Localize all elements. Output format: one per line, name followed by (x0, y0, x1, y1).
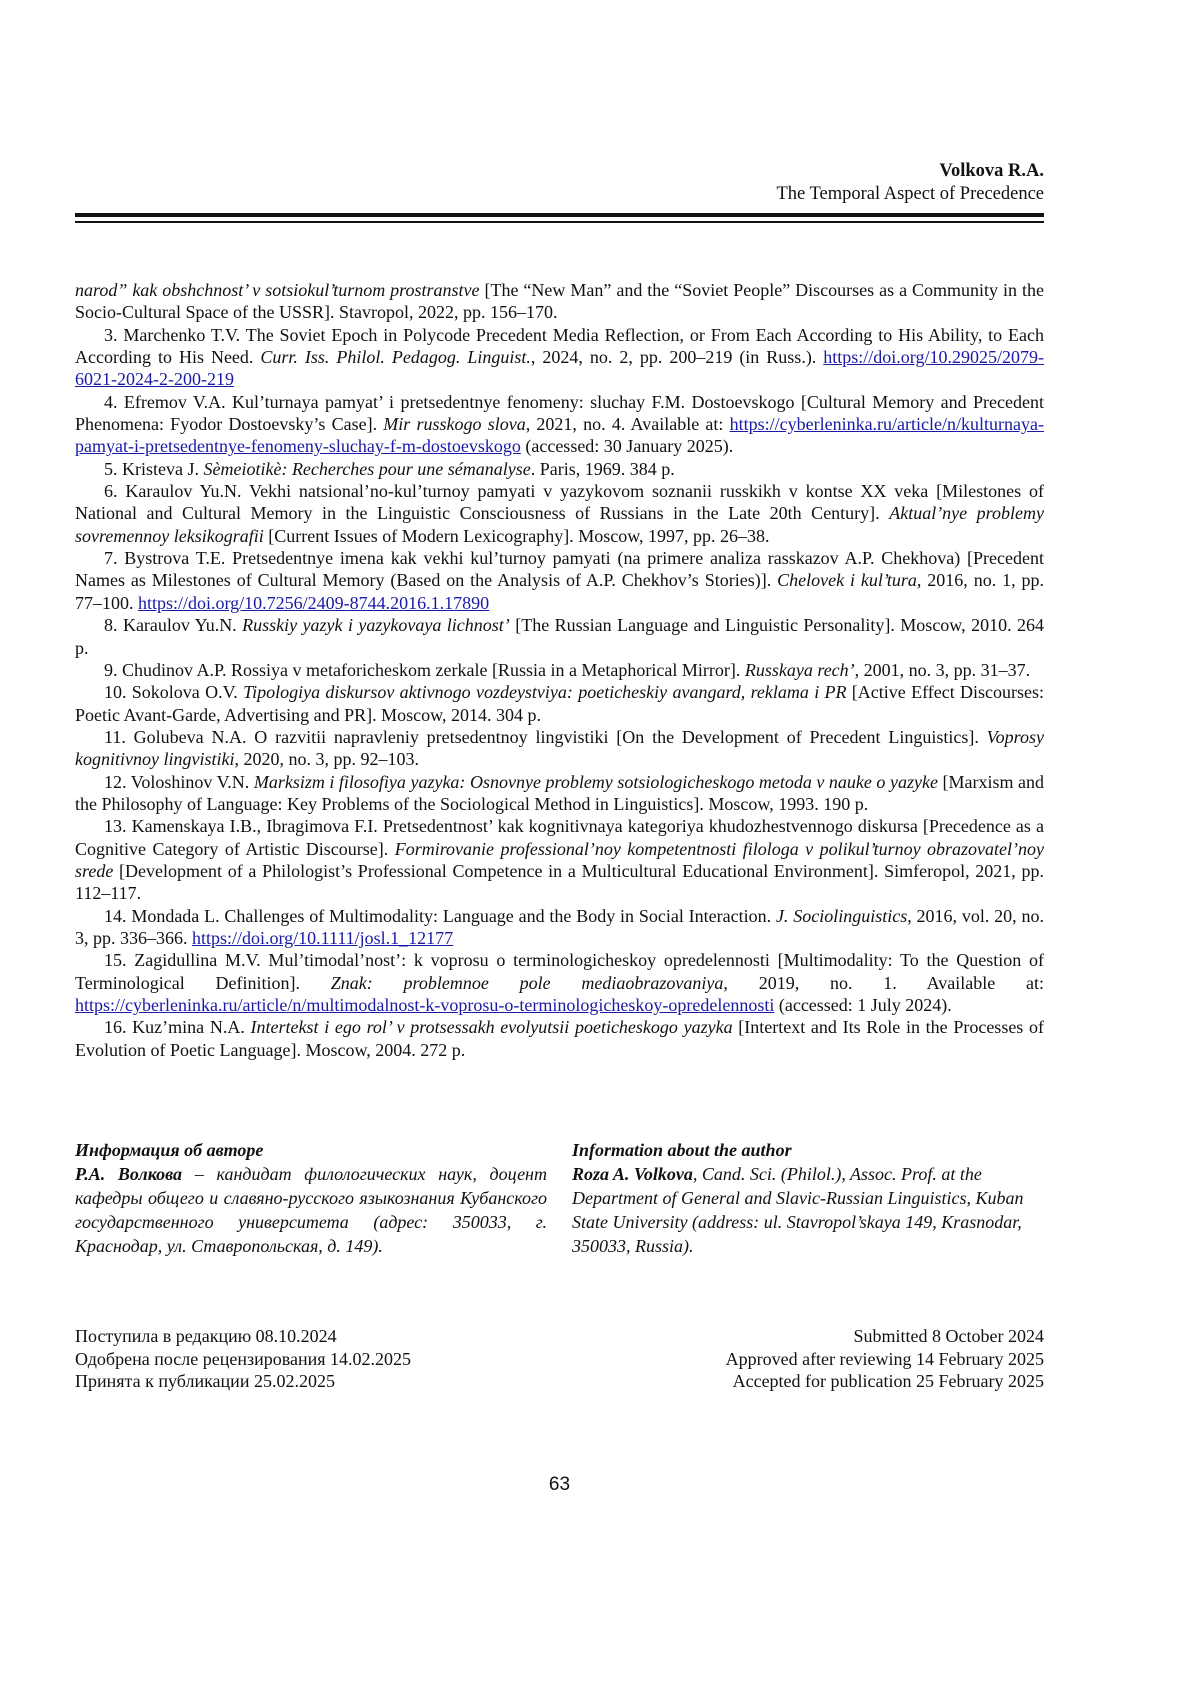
reference-link[interactable]: https://cyberleninka.ru/article/n/multimodalnost-k-voprosu-o-terminologicheskoy-opredelennosti (75, 995, 774, 1015)
author-name-ru: Р.А. Волкова (75, 1164, 182, 1184)
reference-text: 3. Marchenko T.V. The Soviet Epoch in Polycode Precedent Media Reflection, or From Each According to His Ability, to Each According to His Need. (75, 325, 1044, 367)
reference-item (75, 458, 1044, 480)
reference-text: [Current Issues of Modern Lexicography]. Moscow, 1997, pp. 26–38. (264, 526, 770, 546)
reference-text: [The “New Man” and the “Soviet People” Discourses as a Community in the Socio-Cultural Space of the USSR]. Stavropol, 2022, pp. 156–170. (75, 280, 1044, 322)
reference-italic-title: Curr. Iss. Philol. Pedagog. Linguist. (260, 347, 530, 367)
header-article-title: The Temporal Aspect of Precedence (776, 183, 1044, 206)
reference-text: [Active Effect Discourses: Poetic Avant-Garde, Advertising and PR]. Moscow, 2014. 304 p. (75, 682, 1044, 724)
reference-text: 6. Karaulov Yu.N. Vekhi natsional’no-kul’turnoy pamyati v yazykovom soznanii russkikh v kontse XX veka [Milestones of National and Cultural Memory in the Linguistic Consciousness of Russians in the Late 20th Century]. (75, 481, 1044, 523)
reference-link[interactable]: https://doi.org/10.1111/josl.1_12177 (192, 928, 453, 948)
reference-text: [The Russian Language and Linguistic Personality]. Moscow, 2010. 264 p. (75, 615, 1044, 657)
reference-item (75, 771, 1044, 816)
reference-text: , 2016, no. 1, pp. 77–100. (75, 570, 1044, 612)
reference-item (75, 1016, 1044, 1061)
reference-list (75, 279, 1044, 1061)
date-accepted-ru: Принята к публикации 25.02.2025 (75, 1370, 411, 1393)
reference-text: 8. Karaulov Yu.N. (104, 615, 242, 635)
reference-italic-title: Marksizm i filosofiya yazyka: Osnovnye problemy sotsiologicheskogo metoda v nauke o yazyke (254, 772, 938, 792)
reference-item (75, 391, 1044, 458)
reference-item (75, 324, 1044, 391)
reference-text: 15. Zagidullina M.V. Mul’timodal’nost’: k voprosu o terminologicheskoy opredelennosti [Multimodality: To the Question of Terminological Definition]. (75, 950, 1044, 992)
reference-link[interactable]: https://cyberleninka.ru/article/n/kulturnaya-pamyat-i-pretsedentnye-fenomeny-sluchay-f-m-dostoevskogo (75, 414, 1044, 456)
header-author: Volkova R.A. (776, 160, 1044, 183)
reference-text: , 2024, no. 2, pp. 200–219 (in Russ.). (531, 347, 823, 367)
reference-text: 16. Kuz’mina N.A. (104, 1017, 251, 1037)
article-dates-en (726, 1325, 1044, 1393)
reference-text: 7. Bystrova T.E. Pretsedentnye imena kak vekhi kul’turnoy pamyati (na primere analiza rasskazov A.P. Chekhova) [Precedent Names as Milestones of Cultural Memory (Based on the Analysis of A.P. Chekhov’s Stories)]. (75, 548, 1044, 590)
date-received-en: Submitted 8 October 2024 (726, 1325, 1044, 1348)
reference-text: [Development of a Philologist’s Professional Competence in a Multicultural Educational Environment]. Simferopol, 2021, pp. 112–117. (75, 861, 1044, 903)
reference-item (75, 726, 1044, 771)
author-info-en-title: Information about the author (572, 1138, 1044, 1162)
reference-italic-title: Sèmeiotikè: Recherches pour une sémanalyse (203, 459, 530, 479)
reference-text: (accessed: 1 July 2024). (774, 995, 951, 1015)
reference-item (75, 949, 1044, 1016)
author-info-ru (75, 1138, 547, 1258)
reference-item (75, 905, 1044, 950)
author-info-en (572, 1138, 1044, 1258)
reference-text: 11. Golubeva N.A. O razvitii napravleniy pretsedentnoy lingvistiki [On the Development of Precedent Linguistics]. (104, 727, 987, 747)
reference-italic-title: Chelovek i kul’tura (777, 570, 917, 590)
reference-italic-title: Tipologiya diskursov aktivnogo vozdeystviya: poeticheskiy avangard, reklama i PR (243, 682, 846, 702)
reference-text: 10. Sokolova O.V. (104, 682, 243, 702)
date-received-ru: Поступила в редакцию 08.10.2024 (75, 1325, 411, 1348)
author-description-ru: – кандидат филологических наук, доцент кафедры общего и славяно-русского языкознания Кубанского государственного университета (адрес: 350033, г. Краснодар, ул. Ставропольская, д. 149). (75, 1164, 547, 1256)
reference-text: 5. Kristeva J. (104, 459, 203, 479)
reference-item (75, 681, 1044, 726)
author-info-ru-body (75, 1162, 547, 1258)
reference-item (75, 815, 1044, 904)
author-name-en: Roza A. Volkova (572, 1164, 693, 1184)
reference-text: , 2021, no. 4. Available at: (526, 414, 730, 434)
reference-text: [Intertext and Its Role in the Processes of Evolution of Poetic Language]. Moscow, 2004. 272 p. (75, 1017, 1044, 1059)
running-header (776, 160, 1044, 206)
reference-text: 14. Mondada L. Challenges of Multimodality: Language and the Body in Social Interaction. (104, 906, 776, 926)
header-rule-thick (75, 213, 1044, 217)
reference-italic-title: J. Sociolinguistics (776, 906, 907, 926)
reference-text: , 2020, no. 3, pp. 92–103. (234, 749, 419, 769)
reference-text: , 2019, no. 1. Available at: (723, 973, 1044, 993)
reference-text: [Marxism and the Philosophy of Language: Key Problems of the Sociological Method in Linguistics]. Moscow, 1993. 190 p. (75, 772, 1044, 814)
date-accepted-en: Accepted for publication 25 February 2025 (726, 1370, 1044, 1393)
reference-text: 4. Efremov V.A. Kul’turnaya pamyat’ i pretsedentnye fenomeny: sluchay F.M. Dostoevskogo [Cultural Memory and Precedent Phenomena: Fyodor Dostoevsky’s Case]. (75, 392, 1044, 434)
reference-text: , 2016, vol. 20, no. 3, pp. 336–366. (75, 906, 1044, 948)
author-info-ru-title: Информация об авторе (75, 1138, 547, 1162)
reference-item (75, 279, 1044, 324)
header-rule-thin (75, 221, 1044, 223)
reference-italic-title: Znak: problemnoe pole mediaobrazovaniya (331, 973, 724, 993)
reference-item (75, 547, 1044, 614)
reference-text: . Paris, 1969. 384 p. (531, 459, 675, 479)
reference-italic-title: Voprosy kognitivnoy lingvistiki (75, 727, 1044, 769)
reference-item (75, 480, 1044, 547)
reference-link[interactable]: https://doi.org/10.7256/2409-8744.2016.1.17890 (138, 593, 489, 613)
author-description-en: , Cand. Sci. (Philol.), Assoc. Prof. at the Department of General and Slavic-Russian Linguistics, Kuban State University (address: ul. Stavropol’skaya 149, Krasnodar, 350033, Russia). (572, 1164, 1023, 1256)
article-dates-ru (75, 1325, 411, 1393)
date-reviewed-ru: Одобрена после рецензирования 14.02.2025 (75, 1348, 411, 1371)
reference-italic-title: Russkiy yazyk i yazykovaya lichnost’ (242, 615, 510, 635)
reference-text: 12. Voloshinov V.N. (104, 772, 254, 792)
reference-text: 13. Kamenskaya I.B., Ibragimova F.I. Pretsedentnost’ kak kognitivnaya kategoriya khudozhestvennogo diskursa [Precedence as a Cognitive Category of Artistic Discourse]. (75, 816, 1044, 858)
reference-text: 9. Chudinov A.P. Rossiya v metaforicheskom zerkale [Russia in a Metaphorical Mirror]. (104, 660, 745, 680)
author-info-en-body (572, 1162, 1044, 1258)
reference-italic-title: Intertekst i ego rol’ v protsessakh evolyutsii poeticheskogo yazyka (251, 1017, 733, 1037)
reference-item (75, 614, 1044, 659)
reference-italic-title: Russkaya rech’ (745, 660, 855, 680)
reference-italic-title: Formirovanie professional’noy kompetentnosti filologa v polikul’turnoy obrazovatel’noy srede (75, 839, 1044, 881)
page-number: 63 (75, 1474, 1044, 1496)
reference-item (75, 659, 1044, 681)
reference-text: , 2001, no. 3, pp. 31–37. (855, 660, 1031, 680)
date-reviewed-en: Approved after reviewing 14 February 2025 (726, 1348, 1044, 1371)
reference-link[interactable]: https://doi.org/10.29025/2079-6021-2024-2-200-219 (75, 347, 1044, 389)
reference-text: (accessed: 30 January 2025). (521, 436, 733, 456)
reference-italic-title: narod” kak obshchnost’ v sotsiokul’turnom prostranstve (75, 280, 480, 300)
reference-italic-title: Mir russkogo slova (383, 414, 525, 434)
reference-italic-title: Aktual’nye problemy sovremennoy leksikografii (75, 503, 1044, 545)
